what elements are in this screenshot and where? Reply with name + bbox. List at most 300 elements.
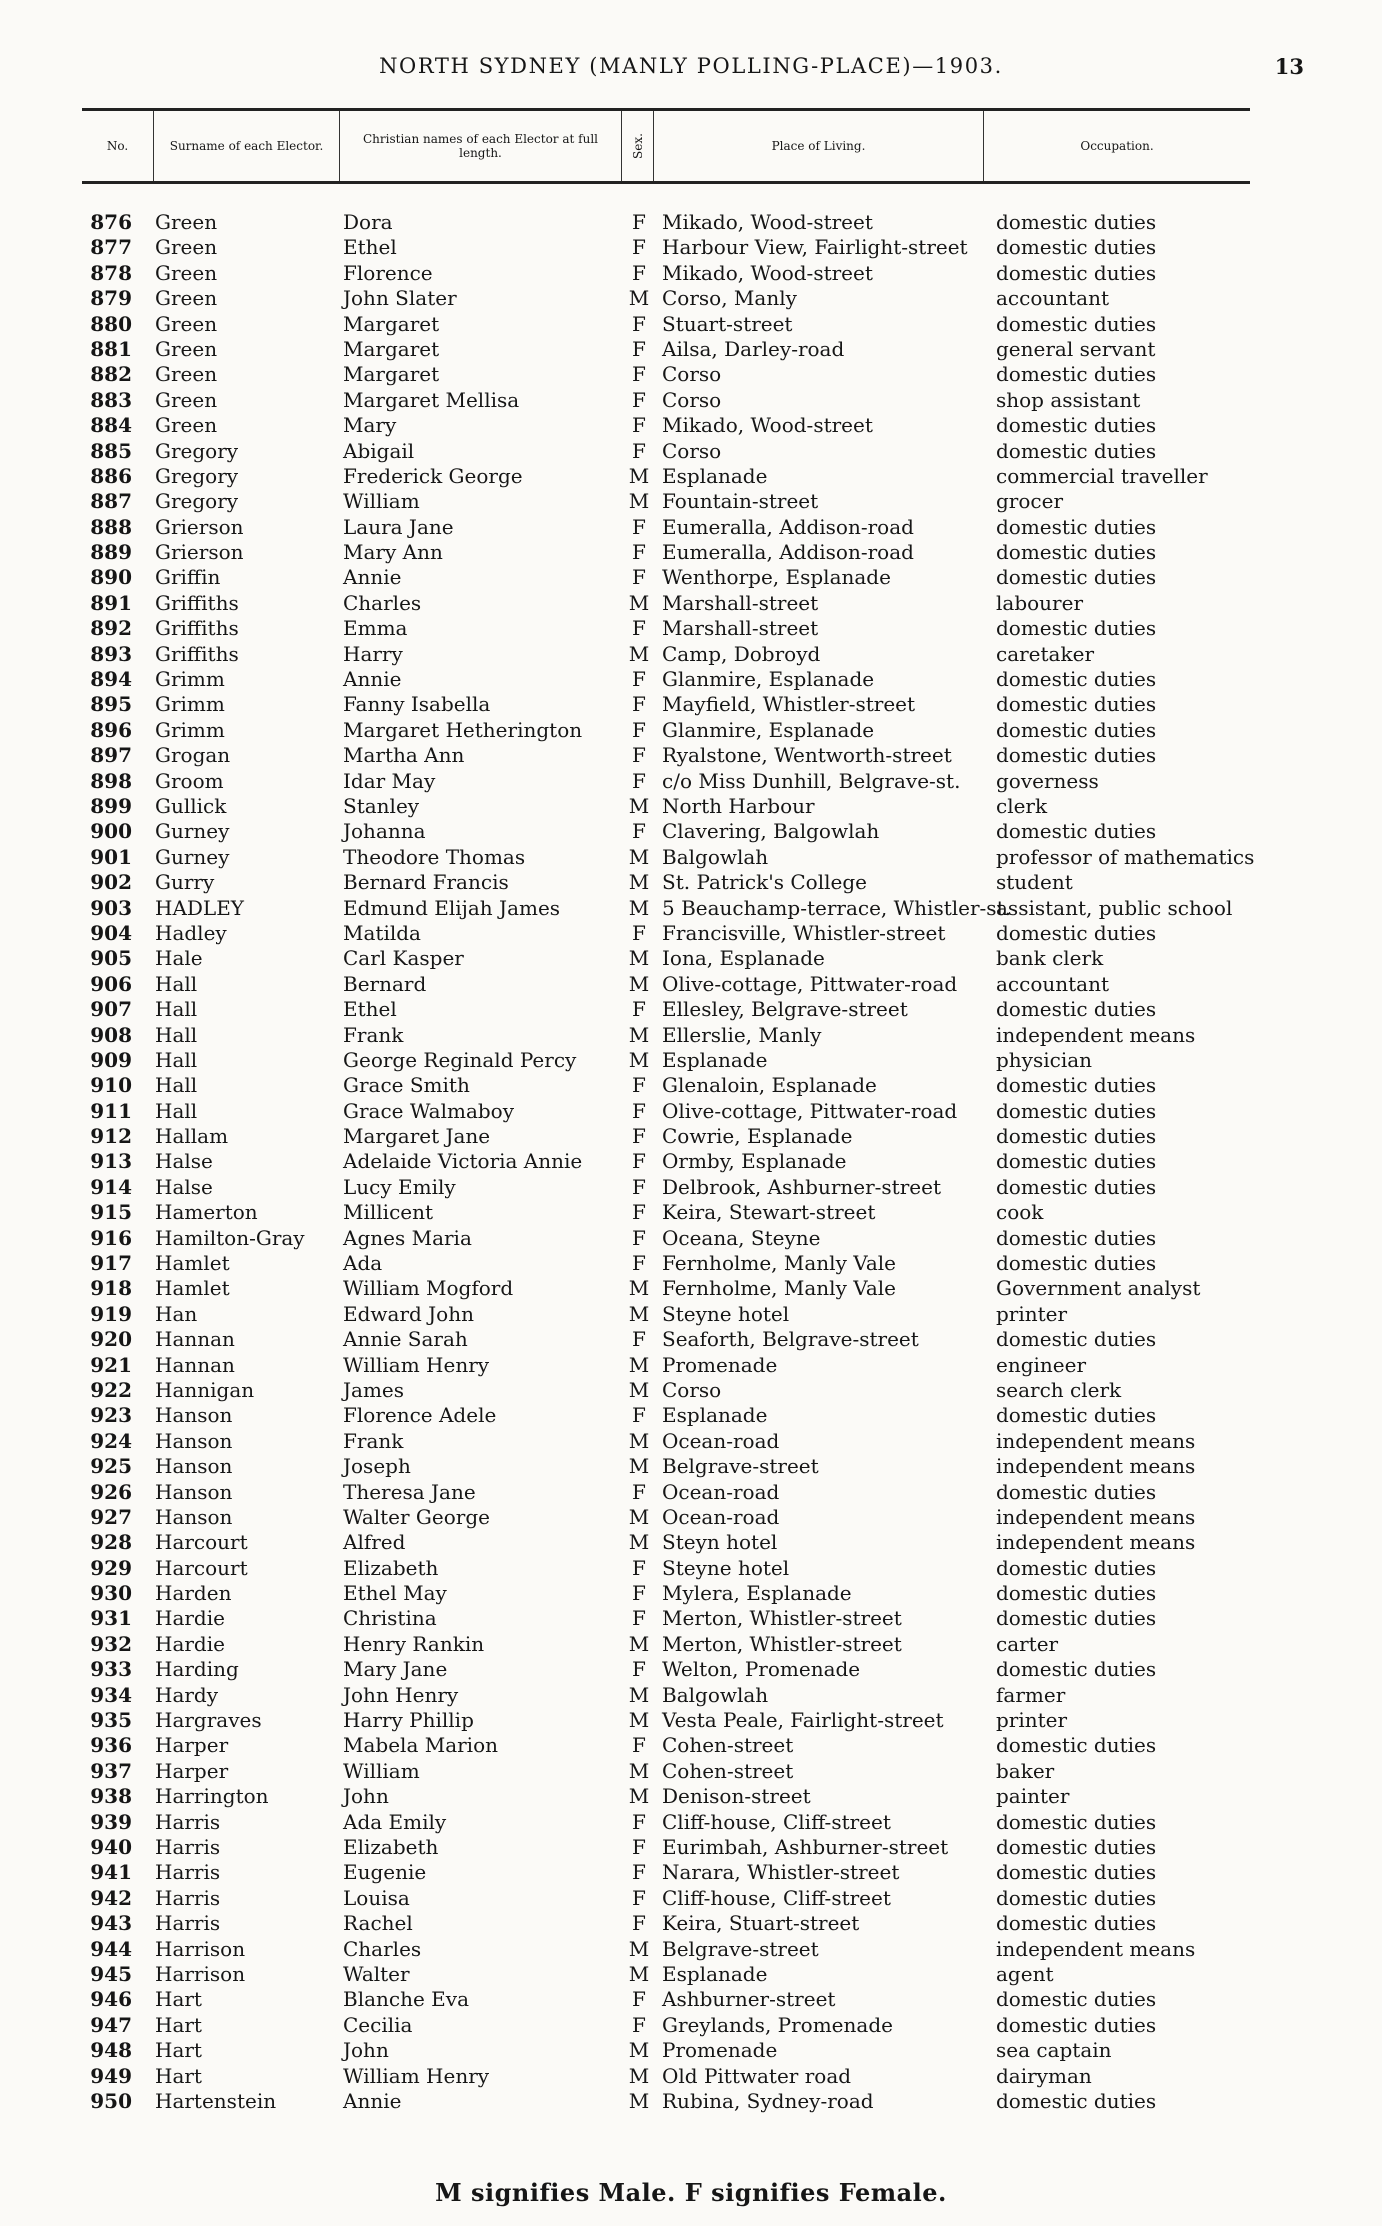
elector-christian-names: Margaret [343,336,440,361]
elector-place-of-living: Eurimbah, Ashburner-street [662,1835,949,1859]
elector-number: 887 [90,489,132,514]
elector-sex: F [632,565,646,590]
elector-place-of-living: Steyn hotel [662,1530,778,1555]
elector-occupation: domestic duties [996,1581,1157,1606]
table-row [0,464,1382,489]
elector-surname: Gregory [155,438,239,463]
elector-surname: Harper [155,1733,229,1758]
elector-sex: M [628,870,650,895]
table-row [0,312,1382,337]
elector-place-of-living: Cowrie, Esplanade [662,1124,853,1149]
elector-christian-names: Rachel [343,1911,413,1936]
elector-sex: F [632,768,646,793]
elector-christian-names: Annie [343,565,402,590]
elector-surname: Hargraves [155,1708,262,1733]
elector-place-of-living: Eumeralla, Addison-road [662,514,914,539]
elector-surname: Griffiths [155,590,239,615]
elector-number: 901 [90,844,132,869]
elector-surname: Harris [155,1911,221,1936]
elector-christian-names: Ada Emily [343,1809,447,1834]
sex-legend: M signifies Male. F signifies Female. [435,2178,947,2207]
elector-sex: F [632,1733,646,1758]
elector-number: 886 [90,463,132,488]
elector-occupation: domestic duties [996,1885,1157,1910]
elector-sex: F [632,1098,646,1123]
table-row [0,388,1382,413]
elector-surname: Hart [155,1987,202,2012]
elector-number: 948 [90,2038,132,2063]
elector-number: 941 [90,1860,132,1885]
elector-surname: Han [155,1301,198,1326]
elector-place-of-living: Camp, Dobroyd [662,641,821,666]
table-row [0,819,1382,844]
elector-surname: Harrison [155,1936,246,1961]
elector-place-of-living: Ormby, Esplanade [662,1149,847,1174]
elector-place-of-living: Welton, Promenade [662,1657,861,1682]
elector-sex: F [632,1581,646,1606]
elector-occupation: carter [996,1631,1059,1656]
elector-surname: Green [155,286,218,311]
elector-christian-names: Edward John [343,1301,474,1326]
elector-place-of-living: Francisville, Whistler-street [662,920,946,945]
elector-sex: F [632,1555,646,1580]
elector-place-of-living: Mayfield, Whistler-street [662,692,916,717]
elector-surname: Hall [155,1022,198,1047]
elector-surname: Hardie [155,1631,225,1656]
elector-sex: M [628,946,650,971]
elector-christian-names: William Mogford [343,1276,514,1301]
elector-sex: M [628,286,650,311]
table-row [0,286,1382,311]
elector-place-of-living: Olive-cottage, Pittwater-road [662,1098,958,1123]
elector-sex: F [632,1124,646,1149]
elector-place-of-living: Ocean-road [662,1428,780,1453]
elector-occupation: independent means [996,1504,1196,1529]
elector-occupation: domestic duties [996,1098,1157,1123]
elector-place-of-living: Mikado, Wood-street [662,260,873,285]
elector-number: 890 [90,565,132,590]
table-row [0,921,1382,946]
elector-christian-names: Charles [343,590,422,615]
elector-christian-names: Charles [343,1936,422,1961]
elector-christian-names: Henry Rankin [343,1631,485,1656]
elector-surname: Griffiths [155,641,239,666]
elector-christian-names: Annie [343,667,402,692]
elector-surname: Hall [155,997,198,1022]
elector-place-of-living: Cliff-house, Cliff-street [662,1809,891,1834]
elector-sex: M [628,793,650,818]
table-row [0,794,1382,819]
elector-place-of-living: Glanmire, Esplanade [662,717,875,742]
elector-christian-names: Ethel May [343,1581,447,1606]
elector-christian-names: John Slater [343,286,457,311]
elector-occupation: clerk [996,793,1048,818]
elector-number: 914 [90,1174,132,1199]
elector-occupation: domestic duties [996,235,1157,260]
elector-number: 928 [90,1530,132,1555]
elector-sex: M [628,1504,650,1529]
table-row [0,769,1382,794]
elector-sex: F [632,997,646,1022]
elector-occupation: domestic duties [996,920,1157,945]
elector-place-of-living: Ellerslie, Manly [662,1022,822,1047]
elector-surname: Green [155,413,218,438]
elector-occupation: cook [996,1200,1044,1225]
elector-occupation: domestic duties [996,743,1157,768]
elector-place-of-living: Corso [662,438,722,463]
elector-sex: F [632,1835,646,1859]
elector-surname: Hale [155,946,203,971]
elector-surname: Hart [155,2038,202,2063]
table-row [0,1403,1382,1428]
elector-number: 927 [90,1504,132,1529]
elector-place-of-living: Belgrave-street [662,1454,819,1479]
elector-christian-names: Margaret Hetherington [343,717,583,742]
elector-surname: Gurry [155,870,215,895]
elector-surname: Grierson [155,540,244,565]
elector-sex: F [632,819,646,844]
elector-occupation: domestic duties [996,1479,1157,1504]
elector-place-of-living: Stuart-street [662,311,793,336]
elector-christian-names: Millicent [343,1200,434,1225]
elector-sex: M [628,641,650,666]
elector-number: 908 [90,1022,132,1047]
col-header-sex-label: Sex. [630,133,645,159]
elector-surname: Gurney [155,844,230,869]
column-headers [82,108,1250,184]
elector-sex: M [628,1708,650,1733]
elector-surname: Hannan [155,1327,235,1352]
elector-sex: F [632,387,646,412]
col-header-no: No. [82,111,154,181]
table-row [0,1987,1382,2012]
elector-occupation: professor of mathematics [996,844,1255,869]
elector-surname: Grimm [155,692,225,717]
elector-place-of-living: Denison-street [662,1784,811,1809]
elector-christian-names: Grace Smith [343,1073,470,1098]
elector-christian-names: Bernard [343,971,427,996]
elector-surname: HADLEY [155,895,245,920]
elector-number: 885 [90,438,132,463]
elector-place-of-living: Cliff-house, Cliff-street [662,1885,891,1910]
elector-christian-names: Elizabeth [343,1835,439,1859]
elector-sex: F [632,2012,646,2037]
elector-christian-names: Agnes Maria [343,1225,472,1250]
elector-number: 938 [90,1784,132,1809]
table-row [0,718,1382,743]
elector-occupation: domestic duties [996,565,1157,590]
elector-sex: M [628,463,650,488]
elector-place-of-living: Corso [662,1377,722,1402]
elector-place-of-living: c/o Miss Dunhill, Belgrave-st. [662,768,961,793]
elector-number: 935 [90,1708,132,1733]
elector-place-of-living: Mylera, Esplanade [662,1581,852,1606]
elector-sex: F [632,1860,646,1885]
elector-number: 904 [90,920,132,945]
elector-number: 878 [90,260,132,285]
elector-surname: Harrington [155,1784,269,1809]
table-row [0,1302,1382,1327]
col-header-place: Place of Living. [654,111,984,181]
elector-number: 888 [90,514,132,539]
table-row [0,1226,1382,1251]
elector-christian-names: Joseph [343,1454,411,1479]
elector-number: 919 [90,1301,132,1326]
table-row [0,362,1382,387]
elector-sex: M [628,590,650,615]
table-row [0,1124,1382,1149]
elector-surname: Hall [155,1047,198,1072]
elector-sex: F [632,1885,646,1910]
elector-place-of-living: Fernholme, Manly Vale [662,1251,896,1276]
elector-surname: Hanson [155,1428,233,1453]
elector-occupation: independent means [996,1454,1196,1479]
elector-number: 923 [90,1403,132,1428]
elector-number: 950 [90,2088,132,2113]
table-row [0,591,1382,616]
elector-occupation: accountant [996,971,1110,996]
elector-surname: Green [155,336,218,361]
elector-occupation: domestic duties [996,1809,1157,1834]
elector-number: 926 [90,1479,132,1504]
table-row [0,1276,1382,1301]
elector-sex: M [628,1682,650,1707]
elector-place-of-living: Ocean-road [662,1479,780,1504]
elector-place-of-living: Cohen-street [662,1733,794,1758]
elector-surname: Green [155,311,218,336]
table-row [0,439,1382,464]
elector-number: 906 [90,971,132,996]
elector-christian-names: John Henry [343,1682,459,1707]
elector-sex: F [632,235,646,260]
elector-christian-names: Theodore Thomas [343,844,526,869]
elector-number: 924 [90,1428,132,1453]
elector-place-of-living: Esplanade [662,1961,768,1986]
elector-number: 898 [90,768,132,793]
elector-number: 882 [90,362,132,387]
col-header-surname: Surname of each Elector. [154,111,340,181]
elector-occupation: domestic duties [996,1657,1157,1682]
elector-sex: M [628,1428,650,1453]
elector-number: 880 [90,311,132,336]
page-header [0,52,1382,86]
elector-number: 891 [90,590,132,615]
elector-occupation: domestic duties [996,1555,1157,1580]
elector-place-of-living: Fernholme, Manly Vale [662,1276,896,1301]
elector-sex: F [632,540,646,565]
elector-place-of-living: Fountain-street [662,489,819,514]
elector-number: 911 [90,1098,132,1123]
elector-occupation: general servant [996,336,1156,361]
elector-surname: Hartenstein [155,2088,277,2113]
table-row [0,1149,1382,1174]
col-header-occupation: Occupation. [1080,139,1154,153]
elector-place-of-living: North Harbour [662,793,815,818]
elector-number: 884 [90,413,132,438]
elector-place-of-living: Ryalstone, Wentworth-street [662,743,952,768]
table-row [0,413,1382,438]
elector-christian-names: William Henry [343,2063,490,2088]
table-row [0,210,1382,235]
elector-surname: Hallam [155,1124,229,1149]
elector-sex: F [632,743,646,768]
page-title: NORTH SYDNEY (MANLY POLLING-PLACE)—1903. [379,54,1003,78]
elector-occupation: domestic duties [996,438,1157,463]
elector-sex: F [632,1251,646,1276]
elector-occupation: domestic duties [996,540,1157,565]
elector-christian-names: John [343,2038,389,2063]
elector-sex: M [628,1961,650,1986]
table-row [0,1835,1382,1860]
elector-sex: F [632,667,646,692]
elector-surname: Green [155,387,218,412]
elector-occupation: physician [996,1047,1093,1072]
elector-christian-names: John [343,1784,389,1809]
elector-place-of-living: Keira, Stuart-street [662,1911,860,1936]
table-row [0,515,1382,540]
elector-occupation: governess [996,768,1099,793]
elector-surname: Harding [155,1657,239,1682]
elector-number: 877 [90,235,132,260]
elector-number: 937 [90,1758,132,1783]
elector-number: 915 [90,1200,132,1225]
elector-sex: F [632,210,646,234]
elector-place-of-living: Promenade [662,2038,778,2063]
elector-occupation: independent means [996,1530,1196,1555]
table-row [0,1632,1382,1657]
table-row [0,489,1382,514]
elector-occupation: domestic duties [996,1911,1157,1936]
elector-number: 881 [90,336,132,361]
elector-christian-names: Walter George [343,1504,490,1529]
elector-surname: Gregory [155,463,239,488]
elector-number: 909 [90,1047,132,1072]
elector-sex: M [628,1530,650,1555]
elector-occupation: student [996,870,1073,895]
elector-number: 910 [90,1073,132,1098]
elector-sex: M [628,1047,650,1072]
page-number: 13 [1274,54,1304,79]
elector-occupation: domestic duties [996,616,1157,641]
elector-place-of-living: Merton, Whistler-street [662,1631,902,1656]
table-row [0,261,1382,286]
elector-place-of-living: Ashburner-street [662,1987,836,2012]
elector-place-of-living: Belgrave-street [662,1936,819,1961]
elector-christian-names: Harry [343,641,403,666]
elector-occupation: domestic duties [996,1835,1157,1859]
elector-christian-names: Emma [343,616,408,641]
elector-place-of-living: Rubina, Sydney-road [662,2088,874,2113]
elector-place-of-living: Ailsa, Darley-road [662,336,845,361]
elector-number: 893 [90,641,132,666]
elector-sex: F [632,1809,646,1834]
table-row [0,1327,1382,1352]
elector-place-of-living: Seaforth, Belgrave-street [662,1327,919,1352]
elector-surname: Harris [155,1835,221,1859]
elector-number: 905 [90,946,132,971]
elector-surname: Gregory [155,489,239,514]
elector-surname: Harper [155,1758,229,1783]
elector-surname: Hanson [155,1454,233,1479]
elector-place-of-living: Cohen-street [662,1758,794,1783]
table-row [0,997,1382,1022]
elector-christian-names: Margaret [343,362,440,387]
elector-christian-names: Florence [343,260,433,285]
table-row [0,972,1382,997]
elector-sex: F [632,1149,646,1174]
table-row [0,642,1382,667]
elector-sex: F [632,1479,646,1504]
elector-christian-names: Idar May [343,768,436,793]
table-row [0,1860,1382,1885]
elector-number: 933 [90,1657,132,1682]
table-row [0,1505,1382,1530]
elector-number: 922 [90,1377,132,1402]
elector-place-of-living: Marshall-street [662,616,819,641]
elector-occupation: painter [996,1784,1070,1809]
elector-surname: Hart [155,2063,202,2088]
elector-occupation: domestic duties [996,1327,1157,1352]
table-row [0,1200,1382,1225]
elector-surname: Hanson [155,1479,233,1504]
elector-christian-names: Mabela Marion [343,1733,498,1758]
elector-occupation: printer [996,1708,1068,1733]
elector-number: 942 [90,1885,132,1910]
elector-place-of-living: Vesta Peale, Fairlight-street [662,1708,944,1733]
elector-christian-names: Mary Ann [343,540,443,565]
table-row [0,2089,1382,2114]
elector-christian-names: Eugenie [343,1860,427,1885]
elector-christian-names: Mary [343,413,397,438]
elector-number: 889 [90,540,132,565]
elector-surname: Hart [155,2012,202,2037]
elector-christian-names: Elizabeth [343,1555,439,1580]
table-row [0,1175,1382,1200]
table-row [0,1683,1382,1708]
elector-christian-names: Frederick George [343,463,523,488]
elector-surname: Green [155,362,218,387]
elector-number: 949 [90,2063,132,2088]
table-row [0,1708,1382,1733]
elector-christian-names: Margaret Jane [343,1124,491,1149]
elector-number: 883 [90,387,132,412]
elector-number: 947 [90,2012,132,2037]
elector-place-of-living: Esplanade [662,1047,768,1072]
elector-surname: Hall [155,971,198,996]
elector-christian-names: George Reginald Percy [343,1047,577,1072]
elector-christian-names: Walter [343,1961,410,1986]
elector-occupation: printer [996,1301,1068,1326]
elector-place-of-living: Merton, Whistler-street [662,1606,902,1631]
elector-christian-names: Margaret Mellisa [343,387,520,412]
elector-occupation: domestic duties [996,1225,1157,1250]
table-row [0,1784,1382,1809]
elector-occupation: domestic duties [996,819,1157,844]
elector-christian-names: James [343,1377,405,1402]
elector-christian-names: Matilda [343,920,421,945]
elector-occupation: independent means [996,1428,1196,1453]
table-row [0,616,1382,641]
table-row [0,1378,1382,1403]
elector-occupation: sea captain [996,2038,1112,2063]
elector-christian-names: Theresa Jane [343,1479,476,1504]
elector-number: 940 [90,1835,132,1859]
elector-christian-names: Christina [343,1606,437,1631]
elector-number: 900 [90,819,132,844]
elector-occupation: domestic duties [996,1073,1157,1098]
elector-sex: M [628,971,650,996]
elector-number: 899 [90,793,132,818]
